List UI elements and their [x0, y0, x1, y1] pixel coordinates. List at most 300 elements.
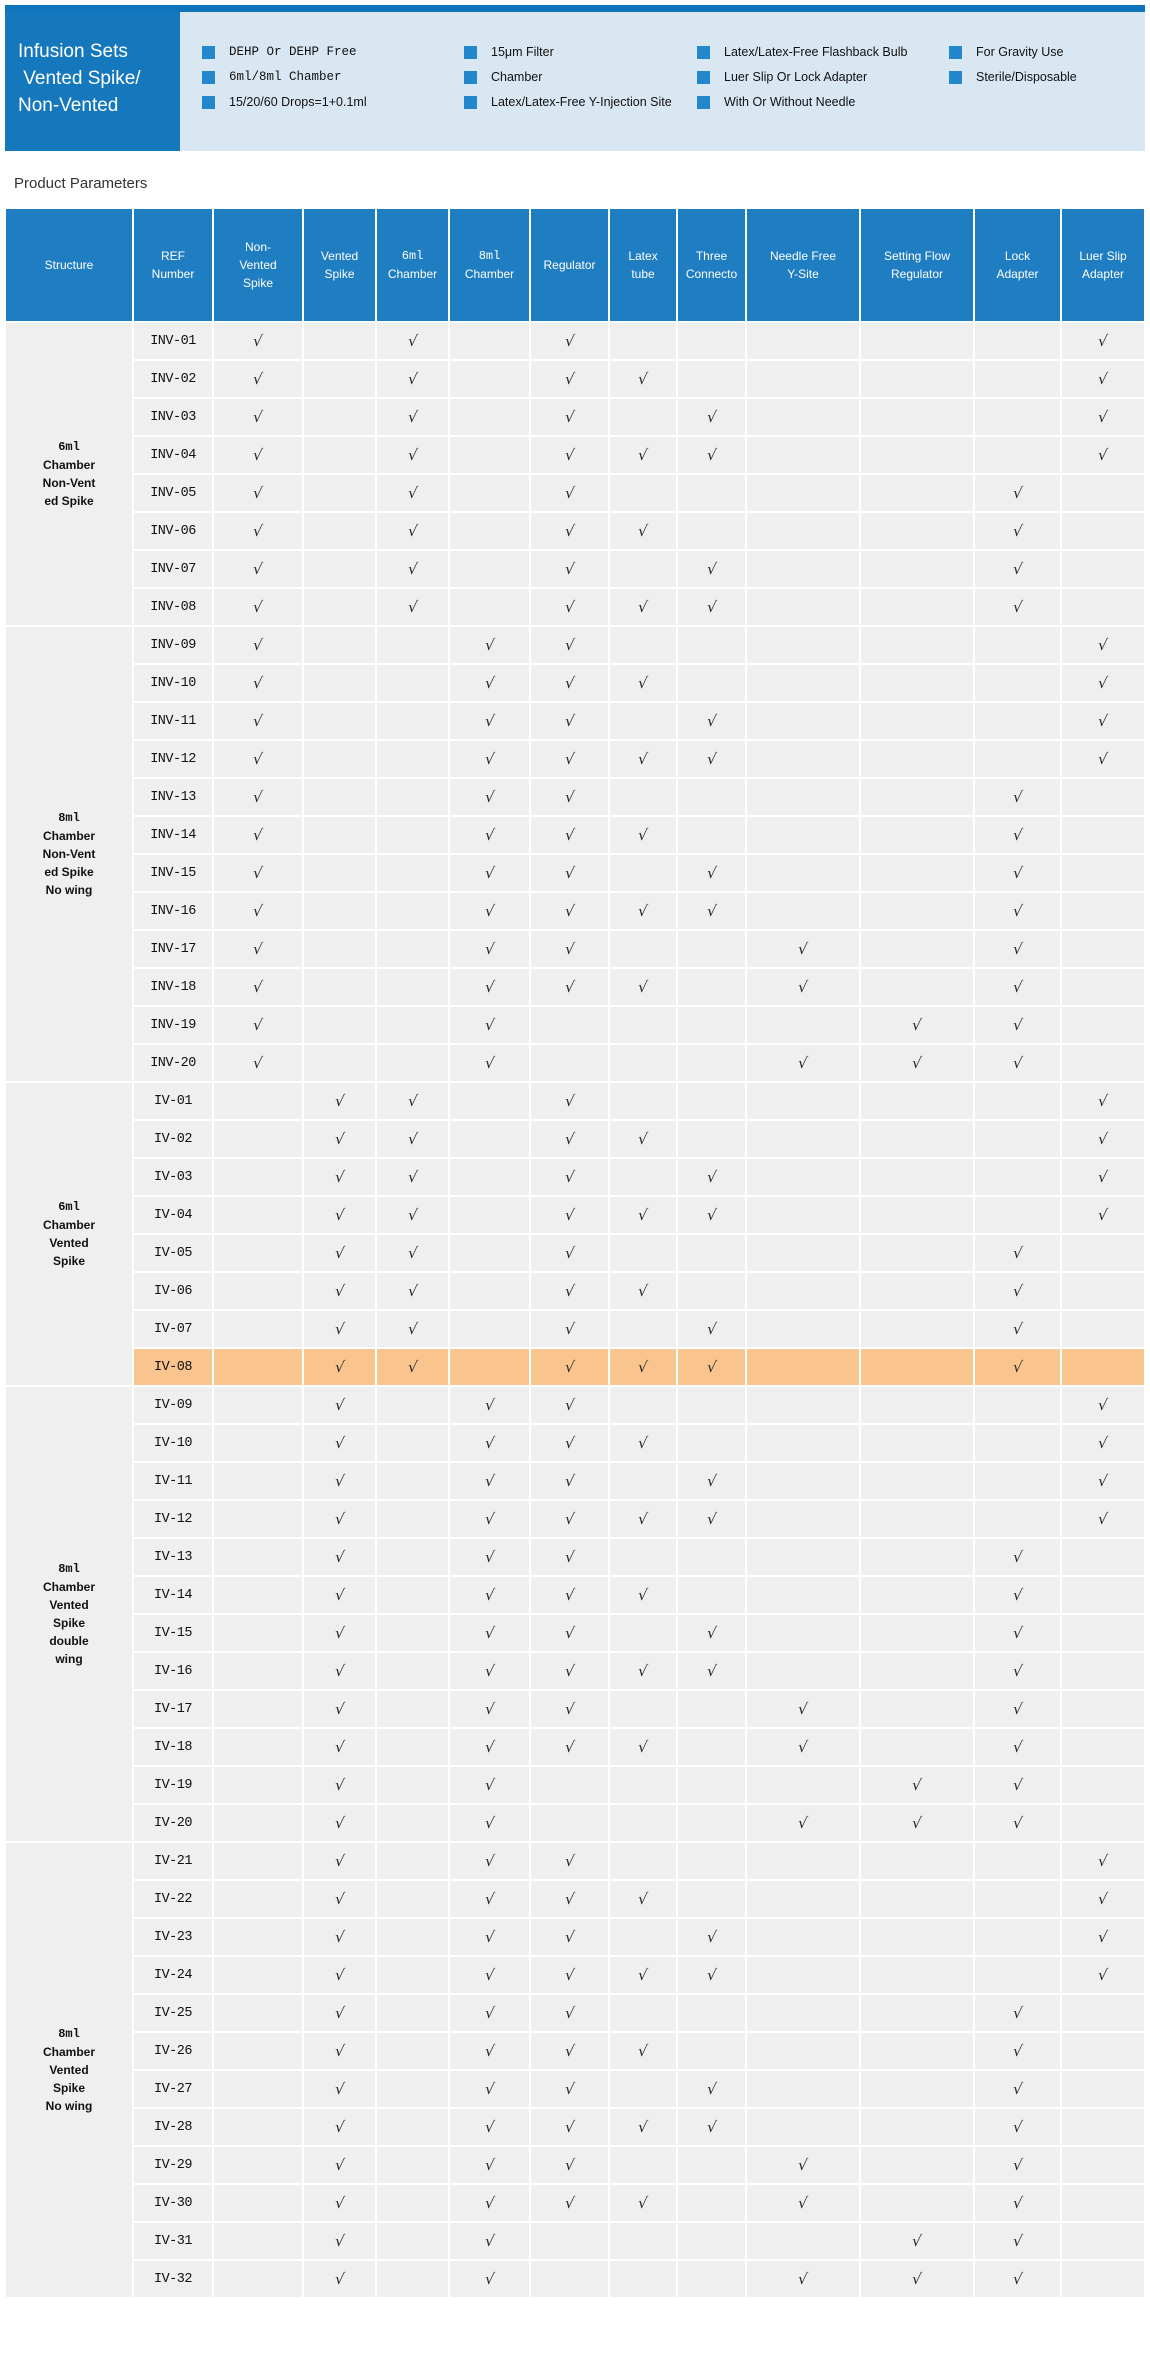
check-cell-setting_flow_regulator [861, 1197, 973, 1233]
check-cell-luer_slip_adapter [1062, 969, 1144, 1005]
check-cell-regulator [531, 589, 608, 625]
feature-label: Sterile/Disposable [976, 70, 1077, 84]
check-cell-setting_flow_regulator [861, 437, 973, 473]
check-cell-non_vented_spike [214, 1349, 302, 1385]
check-cell-three_connecto [678, 817, 745, 853]
checkmark-icon: √ [252, 331, 264, 350]
banner-title-line: Vented Spike/ [18, 68, 141, 89]
check-cell-lock_adapter [975, 779, 1060, 815]
check-cell-chamber_6ml [377, 779, 448, 815]
check-cell-luer_slip_adapter [1062, 931, 1144, 967]
check-cell-chamber_8ml [450, 589, 529, 625]
checkmark-icon: √ [1097, 749, 1109, 768]
check-cell-regulator [531, 2261, 608, 2297]
checkmark-icon: √ [1011, 1585, 1024, 1604]
check-cell-regulator [531, 1007, 608, 1043]
feature-columns [180, 12, 1145, 151]
ref-cell: IV-11 [134, 1463, 212, 1499]
structure-cell-group-1: 6ml Chamber Non-Vent ed Spike [6, 323, 132, 625]
check-cell-chamber_6ml [377, 2071, 448, 2107]
checkmark-icon: √ [333, 1927, 346, 1946]
check-cell-latex_tube [610, 1121, 676, 1157]
feature-item [697, 70, 949, 85]
check-cell-lock_adapter [975, 1919, 1060, 1955]
check-cell-lock_adapter [975, 1881, 1060, 1917]
checkmark-icon: √ [333, 2269, 346, 2288]
checkmark-icon: √ [406, 1091, 419, 1110]
checkmark-icon: √ [705, 407, 718, 426]
check-cell-non_vented_spike [214, 323, 302, 359]
product-parameters-table [4, 207, 1146, 2299]
checkmark-icon: √ [563, 1357, 576, 1376]
ref-cell: IV-29 [134, 2147, 212, 2183]
check-cell-lock_adapter [975, 1995, 1060, 2031]
checkmark-icon: √ [563, 1851, 576, 1870]
check-cell-non_vented_spike [214, 2261, 302, 2297]
feature-label: 6ml/8ml Chamber [229, 70, 342, 84]
check-cell-chamber_6ml [377, 1121, 448, 1157]
check-cell-lock_adapter [975, 2147, 1060, 2183]
check-cell-regulator [531, 1045, 608, 1081]
check-cell-three_connecto [678, 1843, 745, 1879]
check-cell-chamber_6ml [377, 893, 448, 929]
check-cell-latex_tube [610, 1729, 676, 1765]
ref-cell: IV-32 [134, 2261, 212, 2297]
check-cell-three_connecto [678, 1767, 745, 1803]
check-cell-non_vented_spike [214, 1083, 302, 1119]
checkmark-icon: √ [1011, 1623, 1024, 1642]
feature-label: Luer Slip Or Lock Adapter [724, 70, 868, 84]
check-cell-three_connecto [678, 931, 745, 967]
checkmark-icon: √ [797, 2155, 809, 2174]
check-cell-vented_spike [304, 2071, 375, 2107]
check-cell-needle_free_y_site [747, 475, 859, 511]
check-cell-luer_slip_adapter [1062, 2033, 1144, 2069]
checkmark-icon: √ [1011, 1737, 1024, 1756]
check-cell-chamber_8ml [450, 1995, 529, 2031]
checkmark-icon: √ [333, 2231, 346, 2250]
ref-cell: INV-12 [134, 741, 212, 777]
check-cell-non_vented_spike [214, 1235, 302, 1271]
check-cell-latex_tube [610, 1919, 676, 1955]
checkmark-icon: √ [563, 1433, 576, 1452]
table-row [6, 1805, 1144, 1841]
check-cell-latex_tube [610, 1387, 676, 1423]
check-cell-vented_spike [304, 1007, 375, 1043]
check-cell-latex_tube [610, 1349, 676, 1385]
checkmark-icon: √ [1011, 825, 1024, 844]
check-cell-regulator [531, 741, 608, 777]
ref-cell: INV-03 [134, 399, 212, 435]
check-cell-chamber_6ml [377, 1501, 448, 1537]
check-cell-lock_adapter [975, 551, 1060, 587]
bullet-square-icon [697, 46, 710, 59]
ref-cell: IV-02 [134, 1121, 212, 1157]
checkmark-icon: √ [563, 787, 576, 806]
check-cell-three_connecto [678, 1577, 745, 1613]
check-cell-latex_tube [610, 1881, 676, 1917]
checkmark-icon: √ [637, 1281, 649, 1300]
table-row [6, 1463, 1144, 1499]
check-cell-regulator [531, 1957, 608, 1993]
check-cell-luer_slip_adapter [1062, 1159, 1144, 1195]
check-cell-three_connecto [678, 741, 745, 777]
check-cell-non_vented_spike [214, 1805, 302, 1841]
feature-item [464, 45, 697, 60]
table-row [6, 2109, 1144, 2145]
check-cell-non_vented_spike [214, 1197, 302, 1233]
check-cell-needle_free_y_site [747, 513, 859, 549]
checkmark-icon: √ [637, 1509, 649, 1528]
check-cell-chamber_8ml [450, 2109, 529, 2145]
table-row [6, 437, 1144, 473]
checkmark-icon: √ [483, 977, 496, 996]
check-cell-lock_adapter [975, 1197, 1060, 1233]
feature-label: Latex/Latex-Free Y-Injection Site [491, 95, 672, 109]
check-cell-lock_adapter [975, 627, 1060, 663]
checkmark-icon: √ [563, 635, 576, 654]
checkmark-icon: √ [563, 1699, 576, 1718]
check-cell-setting_flow_regulator [861, 1577, 973, 1613]
check-cell-three_connecto [678, 437, 745, 473]
check-cell-needle_free_y_site [747, 1805, 859, 1841]
checkmark-icon: √ [705, 1471, 718, 1490]
check-cell-luer_slip_adapter [1062, 1501, 1144, 1537]
checkmark-icon: √ [1097, 1509, 1109, 1528]
check-cell-regulator [531, 1577, 608, 1613]
check-cell-three_connecto [678, 2185, 745, 2221]
check-cell-chamber_8ml [450, 1501, 529, 1537]
check-cell-setting_flow_regulator [861, 1349, 973, 1385]
check-cell-needle_free_y_site [747, 1007, 859, 1043]
table-row [6, 627, 1144, 663]
checkmark-icon: √ [563, 977, 576, 996]
checkmark-icon: √ [563, 2193, 576, 2212]
check-cell-setting_flow_regulator [861, 2109, 973, 2145]
table-row [6, 475, 1144, 511]
check-cell-chamber_8ml [450, 703, 529, 739]
checkmark-icon: √ [333, 1775, 346, 1794]
check-cell-setting_flow_regulator [861, 779, 973, 815]
check-cell-luer_slip_adapter [1062, 1273, 1144, 1309]
check-cell-regulator [531, 2033, 608, 2069]
check-cell-luer_slip_adapter [1062, 855, 1144, 891]
banner-title-line: Infusion Sets [18, 41, 128, 62]
checkmark-icon: √ [1011, 2193, 1024, 2212]
check-cell-three_connecto [678, 2033, 745, 2069]
checkmark-icon: √ [1011, 1243, 1024, 1262]
ref-cell: INV-16 [134, 893, 212, 929]
check-cell-setting_flow_regulator [861, 1007, 973, 1043]
check-cell-setting_flow_regulator [861, 855, 973, 891]
check-cell-chamber_8ml [450, 1805, 529, 1841]
check-cell-non_vented_spike [214, 1311, 302, 1347]
checkmark-icon: √ [563, 1927, 576, 1946]
table-row [6, 2033, 1144, 2069]
ref-cell: IV-30 [134, 2185, 212, 2221]
check-cell-latex_tube [610, 627, 676, 663]
table-row [6, 1539, 1144, 1575]
checkmark-icon: √ [563, 1395, 576, 1414]
check-cell-chamber_6ml [377, 1615, 448, 1651]
check-cell-regulator [531, 1235, 608, 1271]
check-cell-regulator [531, 1653, 608, 1689]
check-cell-lock_adapter [975, 475, 1060, 511]
check-cell-chamber_8ml [450, 1045, 529, 1081]
check-cell-three_connecto [678, 1995, 745, 2031]
check-cell-chamber_8ml [450, 1083, 529, 1119]
check-cell-luer_slip_adapter [1062, 399, 1144, 435]
checkmark-icon: √ [563, 1319, 576, 1338]
check-cell-latex_tube [610, 1767, 676, 1803]
check-cell-luer_slip_adapter [1062, 1387, 1144, 1423]
check-cell-setting_flow_regulator [861, 1425, 973, 1461]
feature-column [697, 45, 949, 151]
check-cell-regulator [531, 1995, 608, 2031]
checkmark-icon: √ [1097, 1433, 1109, 1452]
checkmark-icon: √ [333, 1509, 346, 1528]
check-cell-latex_tube [610, 437, 676, 473]
feature-column [464, 45, 697, 151]
check-cell-chamber_6ml [377, 1729, 448, 1765]
checkmark-icon: √ [252, 1015, 264, 1034]
check-cell-regulator [531, 1197, 608, 1233]
check-cell-three_connecto [678, 665, 745, 701]
checkmark-icon: √ [252, 559, 264, 578]
checkmark-icon: √ [483, 901, 496, 920]
checkmark-icon: √ [563, 825, 576, 844]
check-cell-chamber_6ml [377, 2223, 448, 2259]
checkmark-icon: √ [705, 2117, 718, 2136]
check-cell-needle_free_y_site [747, 1387, 859, 1423]
check-cell-vented_spike [304, 1349, 375, 1385]
check-cell-latex_tube [610, 1273, 676, 1309]
check-cell-setting_flow_regulator [861, 1615, 973, 1651]
checkmark-icon: √ [1097, 1927, 1109, 1946]
ref-cell: IV-23 [134, 1919, 212, 1955]
check-cell-chamber_8ml [450, 1615, 529, 1651]
check-cell-chamber_8ml [450, 323, 529, 359]
check-cell-lock_adapter [975, 1615, 1060, 1651]
feature-column [949, 45, 1134, 151]
check-cell-lock_adapter [975, 1539, 1060, 1575]
checkmark-icon: √ [1011, 2079, 1024, 2098]
checkmark-icon: √ [797, 2193, 809, 2212]
checkmark-icon: √ [705, 1357, 718, 1376]
checkmark-icon: √ [1097, 1965, 1109, 1984]
checkmark-icon: √ [483, 1585, 496, 1604]
checkmark-icon: √ [797, 1813, 809, 1832]
check-cell-needle_free_y_site [747, 437, 859, 473]
check-cell-regulator [531, 1121, 608, 1157]
check-cell-vented_spike [304, 1235, 375, 1271]
checkmark-icon: √ [483, 1547, 496, 1566]
checkmark-icon: √ [252, 939, 264, 958]
check-cell-chamber_6ml [377, 437, 448, 473]
check-cell-setting_flow_regulator [861, 513, 973, 549]
check-cell-non_vented_spike [214, 1007, 302, 1043]
check-cell-chamber_8ml [450, 1729, 529, 1765]
table-row [6, 1007, 1144, 1043]
table-row [6, 399, 1144, 435]
check-cell-regulator [531, 361, 608, 397]
checkmark-icon: √ [563, 483, 576, 502]
check-cell-latex_tube [610, 2109, 676, 2145]
check-cell-needle_free_y_site [747, 893, 859, 929]
check-cell-needle_free_y_site [747, 2147, 859, 2183]
check-cell-setting_flow_regulator [861, 2147, 973, 2183]
table-row [6, 1159, 1144, 1195]
table-row [6, 1653, 1144, 1689]
table-row [6, 513, 1144, 549]
table-row [6, 741, 1144, 777]
table-row [6, 779, 1144, 815]
check-cell-latex_tube [610, 323, 676, 359]
check-cell-needle_free_y_site [747, 1577, 859, 1613]
check-cell-latex_tube [610, 2147, 676, 2183]
checkmark-icon: √ [333, 1889, 346, 1908]
check-cell-needle_free_y_site [747, 1121, 859, 1157]
feature-item [202, 45, 464, 60]
check-cell-regulator [531, 1425, 608, 1461]
check-cell-regulator [531, 1881, 608, 1917]
check-cell-three_connecto [678, 1881, 745, 1917]
check-cell-setting_flow_regulator [861, 2033, 973, 2069]
checkmark-icon: √ [406, 559, 419, 578]
checkmark-icon: √ [483, 825, 496, 844]
checkmark-icon: √ [1011, 863, 1024, 882]
page-title: Product Parameters [14, 175, 148, 192]
check-cell-regulator [531, 1349, 608, 1385]
check-cell-vented_spike [304, 1691, 375, 1727]
check-cell-latex_tube [610, 1615, 676, 1651]
checkmark-icon: √ [563, 445, 576, 464]
check-cell-lock_adapter [975, 2261, 1060, 2297]
check-cell-setting_flow_regulator [861, 1691, 973, 1727]
check-cell-non_vented_spike [214, 1995, 302, 2031]
check-cell-chamber_8ml [450, 2033, 529, 2069]
check-cell-vented_spike [304, 1653, 375, 1689]
check-cell-vented_spike [304, 855, 375, 891]
check-cell-lock_adapter [975, 1463, 1060, 1499]
check-cell-luer_slip_adapter [1062, 2223, 1144, 2259]
check-cell-vented_spike [304, 513, 375, 549]
check-cell-latex_tube [610, 703, 676, 739]
checkmark-icon: √ [1011, 901, 1024, 920]
check-cell-latex_tube [610, 1653, 676, 1689]
table-row [6, 551, 1144, 587]
checkmark-icon: √ [1097, 635, 1109, 654]
check-cell-non_vented_spike [214, 855, 302, 891]
checkmark-icon: √ [1011, 1357, 1024, 1376]
check-cell-vented_spike [304, 399, 375, 435]
table-row [6, 1881, 1144, 1917]
check-cell-vented_spike [304, 969, 375, 1005]
check-cell-chamber_6ml [377, 703, 448, 739]
checkmark-icon: √ [252, 521, 264, 540]
checkmark-icon: √ [483, 2079, 496, 2098]
check-cell-chamber_8ml [450, 1425, 529, 1461]
check-cell-needle_free_y_site [747, 969, 859, 1005]
check-cell-vented_spike [304, 627, 375, 663]
check-cell-needle_free_y_site [747, 2223, 859, 2259]
check-cell-regulator [531, 551, 608, 587]
check-cell-luer_slip_adapter [1062, 1881, 1144, 1917]
check-cell-lock_adapter [975, 1691, 1060, 1727]
table-row [6, 1083, 1144, 1119]
checkmark-icon: √ [1011, 2269, 1024, 2288]
check-cell-chamber_6ml [377, 1767, 448, 1803]
check-cell-lock_adapter [975, 1957, 1060, 1993]
check-cell-regulator [531, 2147, 608, 2183]
checkmark-icon: √ [637, 369, 649, 388]
check-cell-regulator [531, 1919, 608, 1955]
check-cell-lock_adapter [975, 1349, 1060, 1385]
check-cell-needle_free_y_site [747, 1197, 859, 1233]
check-cell-needle_free_y_site [747, 1463, 859, 1499]
check-cell-non_vented_spike [214, 1957, 302, 1993]
table-row [6, 2147, 1144, 2183]
check-cell-chamber_8ml [450, 1121, 529, 1157]
checkmark-icon: √ [406, 483, 419, 502]
checkmark-icon: √ [483, 1509, 496, 1528]
check-cell-setting_flow_regulator [861, 931, 973, 967]
table-row [6, 323, 1144, 359]
check-cell-vented_spike [304, 323, 375, 359]
check-cell-needle_free_y_site [747, 665, 859, 701]
check-cell-chamber_8ml [450, 513, 529, 549]
checkmark-icon: √ [406, 1357, 419, 1376]
check-cell-chamber_6ml [377, 627, 448, 663]
feature-label: 15/20/60 Drops=1+0.1ml [229, 95, 367, 109]
checkmark-icon: √ [406, 1167, 419, 1186]
check-cell-chamber_8ml [450, 1159, 529, 1195]
check-cell-non_vented_spike [214, 1767, 302, 1803]
check-cell-luer_slip_adapter [1062, 1729, 1144, 1765]
check-cell-setting_flow_regulator [861, 1729, 973, 1765]
checkmark-icon: √ [333, 1319, 346, 1338]
check-cell-setting_flow_regulator [861, 1045, 973, 1081]
checkmark-icon: √ [483, 673, 496, 692]
check-cell-chamber_6ml [377, 1273, 448, 1309]
ref-cell: INV-08 [134, 589, 212, 625]
check-cell-lock_adapter [975, 741, 1060, 777]
check-cell-setting_flow_regulator [861, 893, 973, 929]
checkmark-icon: √ [563, 1129, 576, 1148]
ref-cell: IV-13 [134, 1539, 212, 1575]
check-cell-vented_spike [304, 893, 375, 929]
check-cell-chamber_8ml [450, 1197, 529, 1233]
check-cell-latex_tube [610, 1805, 676, 1841]
check-cell-regulator [531, 969, 608, 1005]
bullet-square-icon [697, 96, 710, 109]
check-cell-non_vented_spike [214, 399, 302, 435]
check-cell-regulator [531, 1387, 608, 1423]
check-cell-setting_flow_regulator [861, 1843, 973, 1879]
check-cell-latex_tube [610, 361, 676, 397]
checkmark-icon: √ [563, 1737, 576, 1756]
check-cell-chamber_8ml [450, 1387, 529, 1423]
check-cell-chamber_8ml [450, 1843, 529, 1879]
column-header-ref: REF Number [134, 209, 212, 321]
check-cell-latex_tube [610, 779, 676, 815]
check-cell-needle_free_y_site [747, 741, 859, 777]
check-cell-chamber_8ml [450, 817, 529, 853]
checkmark-icon: √ [563, 1167, 576, 1186]
checkmark-icon: √ [911, 1775, 923, 1794]
checkmark-icon: √ [406, 331, 419, 350]
checkmark-icon: √ [252, 787, 264, 806]
